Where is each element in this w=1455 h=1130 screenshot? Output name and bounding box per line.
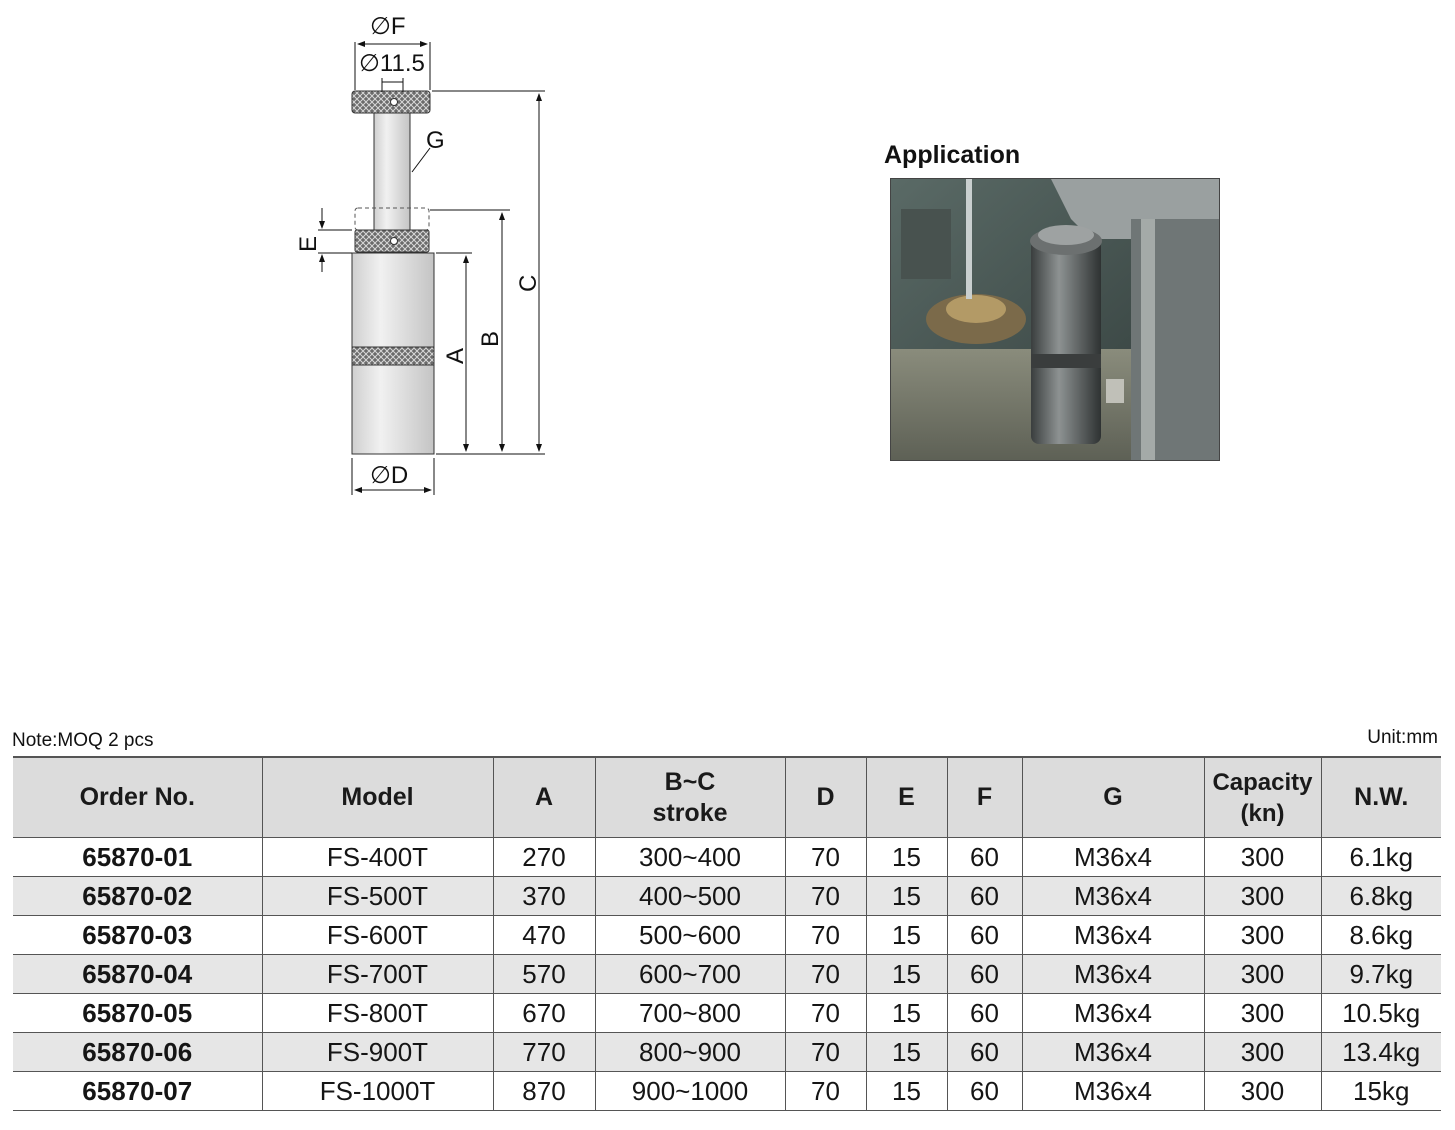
body-knurl-band	[352, 347, 434, 365]
cell-model: FS-1000T	[262, 1072, 493, 1111]
cell-nw: 15kg	[1321, 1072, 1441, 1111]
cell-nw: 8.6kg	[1321, 916, 1441, 955]
cell-bc: 700~800	[595, 994, 785, 1033]
header-bc-line1: B~C	[664, 767, 716, 796]
table-row	[13, 1033, 1441, 1072]
cell-g: M36x4	[1022, 916, 1204, 955]
cell-f: 60	[947, 838, 1022, 877]
cell-d: 70	[785, 994, 866, 1033]
cell-order-no: 65870-07	[13, 1072, 262, 1111]
header-a: A	[493, 757, 595, 838]
header-model: Model	[262, 757, 493, 838]
cell-e: 15	[866, 877, 947, 916]
cell-a: 470	[493, 916, 595, 955]
header-bc-stroke	[595, 757, 785, 838]
dim-b-label: B	[477, 330, 504, 347]
cell-g: M36x4	[1022, 838, 1204, 877]
cell-nw: 10.5kg	[1321, 994, 1441, 1033]
table-row	[13, 916, 1441, 955]
cell-a: 270	[493, 838, 595, 877]
cell-order-no: 65870-03	[13, 916, 262, 955]
cell-bc: 600~700	[595, 955, 785, 994]
cell-e: 15	[866, 994, 947, 1033]
cell-g: M36x4	[1022, 1033, 1204, 1072]
cell-g: M36x4	[1022, 994, 1204, 1033]
header-g: G	[1022, 757, 1204, 838]
cell-a: 370	[493, 877, 595, 916]
cap-hole	[391, 99, 398, 106]
cell-a: 770	[493, 1033, 595, 1072]
cell-f: 60	[947, 877, 1022, 916]
cell-f: 60	[947, 916, 1022, 955]
dim-f-label: ∅F	[370, 13, 406, 40]
cell-capacity: 300	[1204, 838, 1321, 877]
dim-a-label: A	[442, 347, 469, 364]
cell-a: 670	[493, 994, 595, 1033]
cell-nw: 9.7kg	[1321, 955, 1441, 994]
cell-bc: 400~500	[595, 877, 785, 916]
unit-label: Unit:mm	[1367, 727, 1438, 748]
header-nw: N.W.	[1321, 757, 1441, 838]
header-cap-line1: Capacity	[1212, 768, 1313, 796]
cell-f: 60	[947, 955, 1022, 994]
piston-rod	[374, 113, 410, 230]
cell-model: FS-400T	[262, 838, 493, 877]
cell-bc: 900~1000	[595, 1072, 785, 1111]
cell-d: 70	[785, 916, 866, 955]
cell-g: M36x4	[1022, 955, 1204, 994]
application-title: Application	[884, 141, 1021, 169]
cell-capacity: 300	[1204, 994, 1321, 1033]
spec-table	[13, 756, 1441, 1111]
header-f: F	[947, 757, 1022, 838]
dim-e-label: E	[295, 235, 322, 252]
cell-d: 70	[785, 1033, 866, 1072]
cell-bc: 800~900	[595, 1033, 785, 1072]
cell-order-no: 65870-06	[13, 1033, 262, 1072]
cell-g: M36x4	[1022, 1072, 1204, 1111]
cell-capacity: 300	[1204, 877, 1321, 916]
header-d: D	[785, 757, 866, 838]
dim-c-label: C	[515, 274, 542, 292]
cell-d: 70	[785, 877, 866, 916]
application-photo	[890, 178, 1220, 461]
cell-order-no: 65870-05	[13, 994, 262, 1033]
cell-e: 15	[866, 1072, 947, 1111]
table-header-row	[13, 757, 1441, 838]
cell-f: 60	[947, 994, 1022, 1033]
header-e: E	[866, 757, 947, 838]
cell-f: 60	[947, 1072, 1022, 1111]
cell-bc: 300~400	[595, 838, 785, 877]
cell-model: FS-800T	[262, 994, 493, 1033]
header-cap-line2: (kn)	[1240, 799, 1285, 827]
cell-nw: 13.4kg	[1321, 1033, 1441, 1072]
cell-capacity: 300	[1204, 916, 1321, 955]
dim-d-label: ∅D	[370, 462, 409, 489]
cell-e: 15	[866, 955, 947, 994]
table-row	[13, 994, 1441, 1033]
cell-d: 70	[785, 1072, 866, 1111]
cell-model: FS-700T	[262, 955, 493, 994]
table-row	[13, 955, 1441, 994]
table-row	[13, 1072, 1441, 1111]
cell-order-no: 65870-01	[13, 838, 262, 877]
cell-nw: 6.8kg	[1321, 877, 1441, 916]
table-row	[13, 838, 1441, 877]
dim-11-5-label: ∅11.5	[359, 50, 425, 77]
cell-capacity: 300	[1204, 1072, 1321, 1111]
ring-hole	[391, 238, 398, 245]
cell-model: FS-900T	[262, 1033, 493, 1072]
dim-g-label: G	[426, 127, 445, 154]
cell-f: 60	[947, 1033, 1022, 1072]
header-order-no: Order No.	[13, 757, 262, 838]
cell-order-no: 65870-04	[13, 955, 262, 994]
cell-e: 15	[866, 838, 947, 877]
cell-nw: 6.1kg	[1321, 838, 1441, 877]
cell-order-no: 65870-02	[13, 877, 262, 916]
cell-capacity: 300	[1204, 955, 1321, 994]
cell-capacity: 300	[1204, 1033, 1321, 1072]
cell-bc: 500~600	[595, 916, 785, 955]
cell-e: 15	[866, 916, 947, 955]
cell-a: 870	[493, 1072, 595, 1111]
cell-e: 15	[866, 1033, 947, 1072]
moq-note: Note:MOQ 2 pcs	[12, 730, 154, 751]
technical-drawing	[0, 0, 600, 520]
cell-d: 70	[785, 955, 866, 994]
cell-a: 570	[493, 955, 595, 994]
table-row	[13, 877, 1441, 916]
cell-g: M36x4	[1022, 877, 1204, 916]
header-bc-line2: stroke	[652, 798, 728, 827]
cell-model: FS-500T	[262, 877, 493, 916]
cell-model: FS-600T	[262, 916, 493, 955]
header-capacity	[1204, 757, 1321, 838]
cell-d: 70	[785, 838, 866, 877]
